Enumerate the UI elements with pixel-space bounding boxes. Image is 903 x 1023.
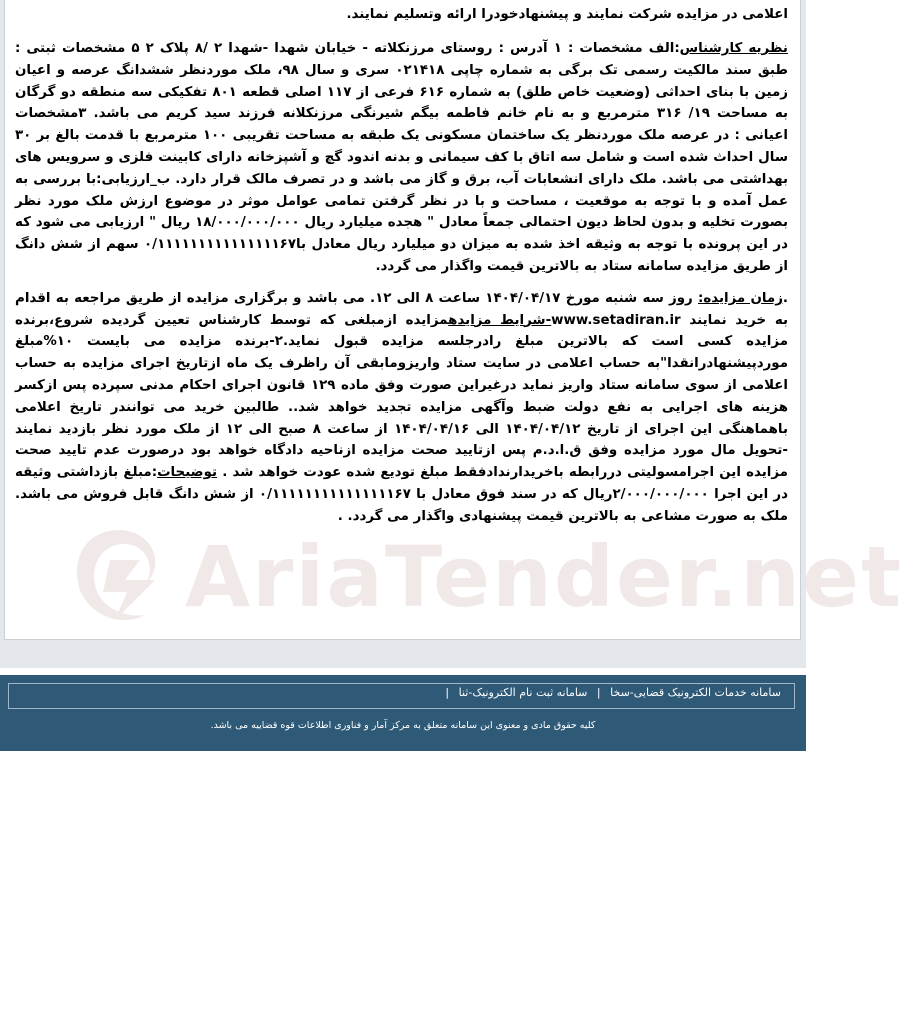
footer-link-sakha[interactable]: سامانه خدمات الکترونیک قضایی-سخا (610, 686, 781, 699)
notice-content-box (4, 0, 903, 640)
footer-link-sana[interactable]: سامانه ثبت نام الکترونیک-ثنا (458, 686, 588, 699)
auction-notes-label: توضیحات (157, 465, 218, 481)
footer-copyright: کلیه حقوق مادی و معنوی این سامانه متعلق به مرکز آمار و فناوری اطلاعات قوه قضاییه می باشد. (210, 720, 596, 731)
expert-opinion-body: :الف مشخصات : ۱ آدرس : روستای مرزنکلاته - خیابان شهدا -شهدا ۲ /۸ پلاک ۲ ۵ مشخصات ثبتی : طبق سند مالکیت رسمی تک برگی به شماره چاپی ۰۲۱۴۱۸ سری و سال ۹۸، ملک موردنظر ششدانگ عرصه و اعیان زمین با بنای احداثی (وضعیت خاص طلق) به شماره ۶۱۶ فرعی از ۱۱۷ اصلی قطعه ۸۰۱ تفکیکی سه منطقه دو گرگان به مساحت ۱۹/ ۳۱۶ مترمربع و به نام خانم فاطمه بیگم شیرنگی مرزنکلانه فرزند سید کریم می باشد. ۳مشخصات اعیانی : در عرصه ملک موردنظر یک ساختمان مسکونی یک طبقه به مساحت تقریبی ۱۰۰ مترمربع با قدمت بالغ بر ۳۰ سال احداث شده است و شامل سه اتاق با کف سیمانی و بدنه اندود گچ و آشپزخانه دارای کابینت فلزی و سرویس های بهداشتی می باشد. ملک دارای انشعابات آب، برق و گاز می باشد و در تصرف مالک قرار دارد. ب_ارزیابی:با بررسی به عمل آمده و با توجه به موقعیت ، مساحت و با در نظر گرفتن تمامی عوامل موثر در موضوع ارزش ملک مورد نظر بصورت تخلیه و بدون لحاظ دیون احتمالی جمعاً معادل " هجده میلیارد ریال ۱۸/۰۰۰/۰۰۰/۰۰۰ ریال " ارزیابی می شود که در این پرونده با توجه به وثیقه اخذ شده به میزان دو میلیارد ریال معادل با۰/۱۱۱۱۱۱۱۱۱۱۱۱۱۱۱۶۷ سهم از شش دانگ از طریق مزایده سامانه ستاد به بالاترین قیمت واگذار می گردد. (15, 41, 789, 274)
auction-paragraph: .زمان مزایده: روز سه شنبه مورخ ۱۴۰۴/۰۴/۱۷ ساعت ۸ الی ۱۲. می باشد و برگزاری مزایده از طریق مراجعه به اقدام به خرید نمایند www.setadiran.ir-شرایط مزایدهمزایده ازمبلغی که توسط کارشناس تعیین گردیده شروع،برنده مزایده کسی است که بالاترین مبلغ رادرجلسه مزایده قبول نماید.۲-برنده مزایده می بایست ۱۰%مبلغ موردپیشنهادرانقدا"به حساب اعلامی در سایت ستاد واریزومابقی آن راظرف یک ماه ازتاریخ اجرای مزایده به حساب اعلامی از سوی سامانه ستاد واریز نماید درغیراین صورت وفق ماده ۱۲۹ قانون اجرای احکام مدنی سپرده پس ازکسر هزینه های اجرایی به نفع دولت ضبط وآگهی مزایده تجدید خواهد شد.. طالبین خرید می توانندر تاریخ اعلامی باهماهنگی این اجرای از تاریخ ۱۴۰۴/۰۴/۱۲ الی ۱۴۰۴/۰۴/۱۶ از ساعت ۸ صبح الی ۱۲ از ملک مورد نظر بازدید نمایند -تحویل مال مورد مزایده وفق ق.ا.د.م پس ازتایید صحت مزایده ازناحیه دادگاه خواهد بود درصورت عدم تایید صحت مزایده این اجرامسولیتی دررابطه باخریدارندادفقط مبلغ تودیع شده عودت خواهد شد . توضیحات:مبلغ بازداشتی وثیقه در این اجرا ۲/۰۰۰/۰۰۰/۰۰۰ریال که در سند فوق معادل با ۰/۱۱۱۱۱۱۱۱۱۱۱۱۱۱۱۶۷ از شش دانگ قابل فروش می باشد. ملک به صورت مشاعی به بالاترین قیمت پیشنهادی واگذار می گردد. . (15, 290, 789, 524)
expert-opinion-paragraph (15, 38, 788, 278)
top-line: اعلامی در مزایده شرکت نمایند و پیشنهادخودرا ارائه وتسلیم نمایند. (346, 7, 788, 22)
watermark-logo (65, 520, 903, 640)
auction-conditions-label: -شرایط مزایده (448, 312, 552, 328)
footer-separator: | (596, 686, 601, 699)
watermark-text: AriaTender.net (185, 528, 903, 626)
footer-separator-end: | (445, 686, 450, 699)
footer-links (442, 686, 784, 699)
auction-notes-body: :مبلغ بازداشتی وثیقه در این اجرا ۲/۰۰۰/۰۰۰/۰۰۰ریال که در سند فوق معادل با ۰/۱۱۱۱۱۱۱۱۱۱۱۱۱۱۱۶۷ از شش دانگ قابل فروش می باشد. ملک به صورت مشاعی به بالاترین قیمت پیشنهادی واگذار می گردد. . (15, 465, 788, 524)
watermark-swirl-icon (65, 520, 175, 640)
notice-text (15, 0, 788, 528)
auction-conditions-body: مزایده ازمبلغی که توسط کارشناس تعیین گردیده شروع،برنده مزایده کسی است که بالاترین مبلغ رادرجلسه مزایده قبول نماید.۲-برنده مزایده می بایست ۱۰%مبلغ موردپیشنهادرانقدا"به حساب اعلامی در سایت ستاد واریزومابقی آن راظرف یک ماه ازتاریخ اجرای مزایده به حساب اعلامی از سوی سامانه ستاد واریز نماید درغیراین صورت وفق ماده ۱۲۹ قانون اجرای احکام مدنی سپرده پس ازکسر هزینه های اجرایی به نفع دولت ضبط وآگهی مزایده تجدید خواهد شد.. طالبین خرید می توانندر تاریخ اعلامی باهماهنگی این اجرای از تاریخ ۱۴۰۴/۰۴/۱۲ الی ۱۴۰۴/۰۴/۱۶ از ساعت ۸ صبح الی ۱۲ از ملک مورد نظر بازدید نمایند -تحویل مال مورد مزایده وفق ق.ا.د.م پس ازتایید صحت مزایده ازناحیه دادگاه خواهد بود درصورت عدم تایید صحت مزایده این اجرامسولیتی دررابطه باخریدارندادفقط مبلغ تودیع شده عودت خواهد شد . (15, 312, 788, 481)
auction-time-body: روز سه شنبه مورخ ۱۴۰۴/۰۴/۱۷ ساعت ۸ الی ۱۲. می باشد و برگزاری مزایده از طریق مراجعه به اقدام به خرید نمایند www.setadiran.ir (15, 290, 789, 328)
site-footer (0, 675, 806, 751)
auction-time-label: زمان مزایده: (697, 290, 783, 306)
expert-opinion-label: نظریه کارشناس (679, 41, 788, 56)
